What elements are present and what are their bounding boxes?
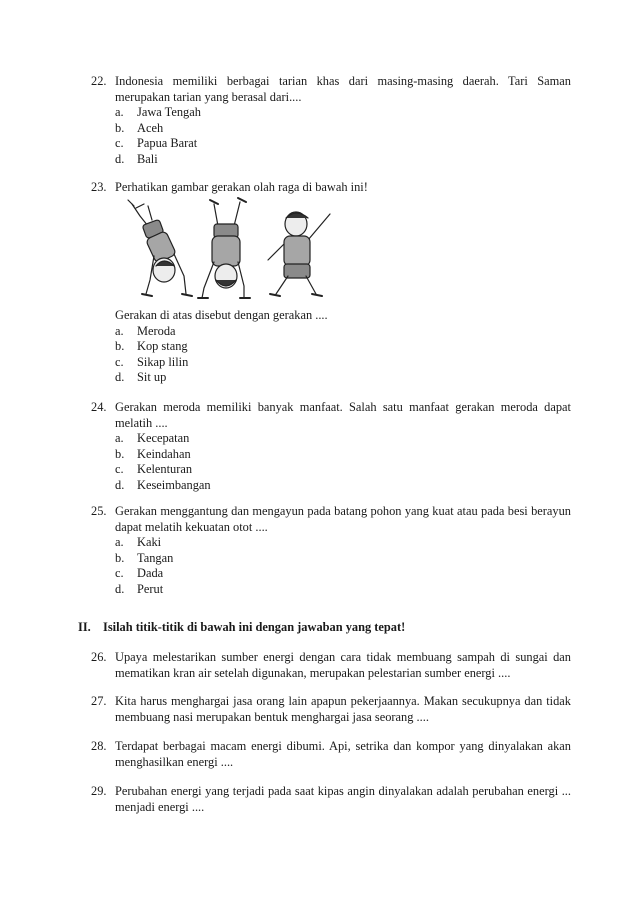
option-b[interactable]: b. Kop stang: [115, 339, 188, 354]
question-23-stem: [91, 308, 571, 386]
option-b[interactable]: b. Aceh: [115, 120, 164, 135]
section-heading: [78, 620, 405, 636]
child-figure-1: [128, 200, 192, 296]
option-c[interactable]: c. Dada: [115, 566, 164, 581]
question-29: [91, 784, 571, 815]
question-24: [91, 400, 571, 494]
child-figure-2: [198, 198, 250, 298]
options-list: [91, 105, 571, 167]
question-number: 22.: [91, 74, 107, 88]
option-a[interactable]: a. Kaki: [115, 535, 162, 550]
question-text: Gerakan menggantung dan mengayun pada batang pohon yang kuat atau pada besi berayun dapat melatih kekuatan otot ....: [115, 504, 571, 534]
section-title: Isilah titik-titik di bawah ini dengan jawaban yang tepat!: [103, 620, 406, 634]
options-list: [91, 431, 571, 493]
question-number: 24.: [91, 400, 107, 414]
option-c[interactable]: c. Papua Barat: [115, 136, 198, 151]
question-text: Kita harus menghargai jasa orang lain apapun pekerjaannya. Makan secukupnya dan tidak membuang nasi merupakan bentuk menghargai jasa seorang ....: [115, 694, 571, 724]
option-a[interactable]: a. Meroda: [115, 323, 176, 338]
question-text-2: Gerakan di atas disebut dengan gerakan ....: [115, 308, 328, 322]
section-number: II.: [78, 620, 91, 634]
question-number: 26.: [91, 650, 107, 664]
question-23: [91, 180, 571, 196]
option-a[interactable]: a. Jawa Tengah: [115, 105, 201, 120]
option-b[interactable]: b. Tangan: [115, 550, 174, 565]
question-28: [91, 739, 571, 770]
question-number: 28.: [91, 739, 107, 753]
question-number: 25.: [91, 504, 107, 518]
cartwheel-figure: [120, 196, 346, 308]
question-27: [91, 694, 571, 725]
option-b[interactable]: b. Keindahan: [115, 446, 191, 461]
question-22: [91, 74, 571, 168]
option-d[interactable]: d. Sit up: [115, 370, 167, 385]
question-number: 23.: [91, 180, 107, 194]
question-25: [91, 504, 571, 598]
option-d[interactable]: d. Keseimbangan: [115, 477, 211, 492]
question-number: 27.: [91, 694, 107, 708]
option-c[interactable]: c. Sikap lilin: [115, 354, 189, 369]
option-d[interactable]: d. Perut: [115, 581, 164, 596]
question-text: Upaya melestarikan sumber energi dengan cara tidak membuang sampah di sungai dan mematikan kran air setelah digunakan, merupakan pelestarian sumber energi ....: [115, 650, 571, 680]
question-number: 29.: [91, 784, 107, 798]
option-a[interactable]: a. Kecepatan: [115, 431, 190, 446]
option-d[interactable]: d. Bali: [115, 151, 158, 166]
question-text: Perubahan energi yang terjadi pada saat kipas angin dinyalakan adalah perubahan energi ... menjadi energi ....: [115, 784, 571, 814]
options-list: [91, 535, 571, 597]
question-text: Indonesia memiliki berbagai tarian khas dari masing-masing daerah. Tari Saman merupakan tarian yang berasal dari....: [115, 74, 571, 104]
options-list: [91, 324, 571, 386]
question-text: Gerakan meroda memiliki banyak manfaat. Salah satu manfaat gerakan meroda dapat melatih ....: [115, 400, 571, 430]
question-text: Terdapat berbagai macam energi dibumi. Api, setrika dan kompor yang dinyalakan akan menghasilkan energi ....: [115, 739, 571, 769]
question-26: [91, 650, 571, 681]
question-text: Perhatikan gambar gerakan olah raga di bawah ini!: [115, 180, 368, 194]
option-c[interactable]: c. Kelenturan: [115, 462, 193, 477]
child-figure-3: [268, 212, 330, 296]
